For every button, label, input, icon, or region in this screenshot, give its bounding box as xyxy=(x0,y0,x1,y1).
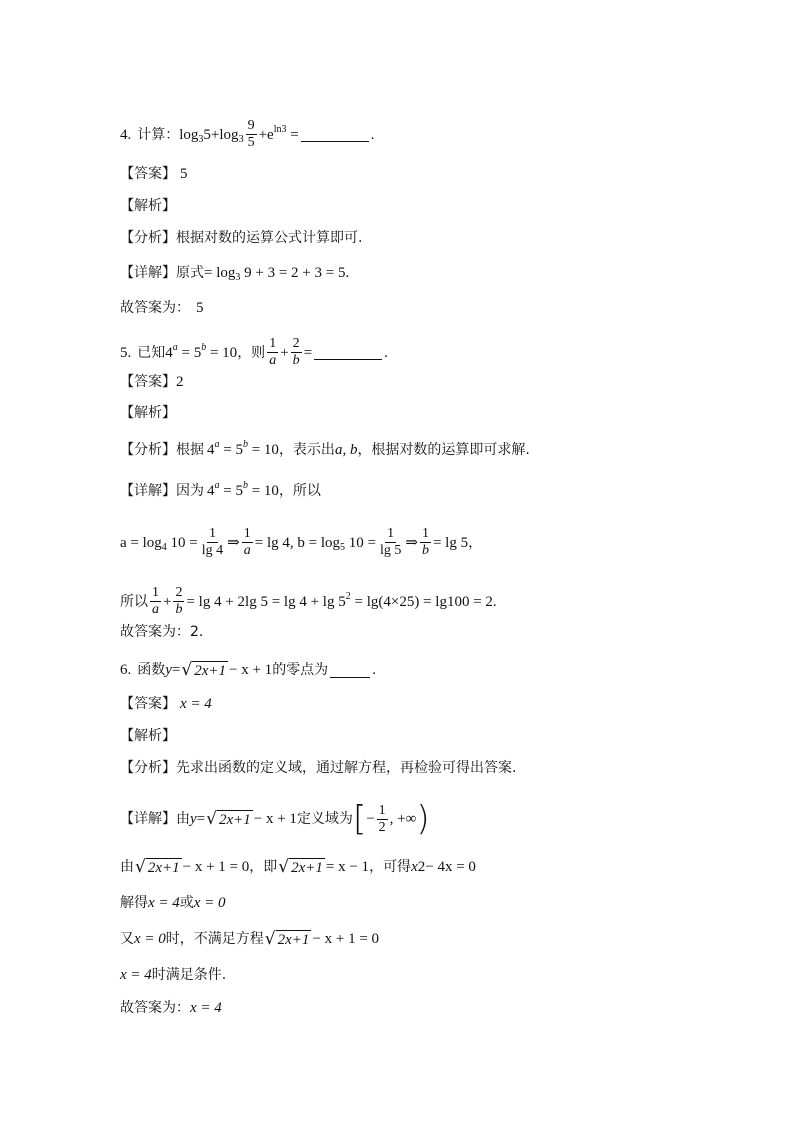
answer-value: 2 xyxy=(176,374,184,390)
math-expression: $+e^{ln3}$ = xyxy=(258,123,299,143)
fenxi-row: 【分析】 根据 $4^a = 5^b = 10$ ，表示出 a, b ，根据对数的运算即可求解. xyxy=(120,439,530,458)
final-answer-row: 故答案为： 5 xyxy=(120,300,204,316)
fenxi-row: 【分析】 先求出函数的定义域，通过解方程，再检验可得出答案. xyxy=(120,760,517,776)
question-number: 6. xyxy=(120,662,132,678)
square-root: √ 2x+1 xyxy=(181,659,227,680)
xiangjie-row: 【详解】 原式 = $\log_3 9 + 3 = 2 + 3 = 5$ . xyxy=(120,265,350,283)
analysis-tag: 【解析】 xyxy=(120,728,176,744)
answer-value: x = 4 xyxy=(180,696,212,712)
answer-blank xyxy=(314,345,382,360)
fraction: $\frac{1}{a}$ xyxy=(269,336,277,368)
fraction: $\frac{9}{5}$ xyxy=(247,118,255,150)
math-expression: $4^a = 5^b = 10$ xyxy=(165,341,238,361)
analysis-tag: 【解析】 xyxy=(120,198,176,214)
square-root: √ 2x+1 xyxy=(206,808,251,829)
math-expression: $\log_35+\log_3$ xyxy=(179,126,244,145)
analysis-tag: 【解析】 xyxy=(120,405,176,421)
answer-value: 5 xyxy=(180,166,188,182)
solution-step-3: 又 x = 0 时，不满足方程 √ 2x+1 − x + 1 = 0 xyxy=(120,928,380,949)
question-4: 4. 计算： $\log_35+\log_3$ $\frac{9}{5}$ $+e^{ln3}$ = . xyxy=(120,118,375,150)
fraction: $\frac{2}{b}$ xyxy=(292,336,300,368)
question-number: 5. xyxy=(120,344,132,361)
answer-row: 【答案】 x = 4 xyxy=(120,696,212,712)
solution-step-4: x = 4 时满足条件. xyxy=(120,967,227,983)
solution-step-1: 由 √ 2x+1 − x + 1 = 0 ，即 √ 2x+1 = x − 1 ，可得 x 2 − 4x = 0 xyxy=(120,856,476,877)
answer-blank xyxy=(330,663,370,678)
xiangjie-row: 【详解】 因为 $4^a = 5^b = 10$ ，所以 xyxy=(120,480,321,499)
derivation-line-2: 所以 $\frac{1}{a}$ + $\frac{2}{b}$ = lg 4 + 2lg $5 = \lg 4 + \lg 5^2 = \lg(4\times 25) = \lg 100 = 2$ . xyxy=(120,585,497,617)
question-label: 计算： xyxy=(137,126,180,143)
answer-tag: 【答案】 xyxy=(120,166,176,182)
answer-row xyxy=(120,164,188,184)
derivation-line-1: $a = \log_4 10$ = $\frac{1}{\lg 4}$ ⇒ $\frac{1}{a}$ = lg 4, $b = \log_5 10$ = $\frac{1}{\lg 5}$ ⇒ $\frac{1}{b}$ = lg 5 ， xyxy=(120,526,483,558)
answer-row: 【答案】 2 xyxy=(120,374,184,390)
solution-step-2: 解得 x = 4 或 x = 0 xyxy=(120,895,226,911)
answer-blank xyxy=(301,127,369,142)
question-5: 5. 已知 $4^a = 5^b = 10$ ，则 $\frac{1}{a}$ + $\frac{2}{b}$ = . xyxy=(120,336,388,368)
final-answer-row: 故答案为：2. xyxy=(120,624,204,640)
question-number: 4. xyxy=(120,126,132,143)
xiangjie-row: 【详解】 由 y = √ 2x+1 − x + 1 定义域为 [ − $\frac{1}{2}$ , +∞ ) xyxy=(120,799,430,839)
final-answer-row: 故答案为： x = 4 xyxy=(120,1000,222,1016)
question-6: 6. 函数 y = √ 2x+1 − x + 1 的零点为 . xyxy=(120,659,376,680)
fenxi-row: 【分析】 根据对数的运算公式计算即可. xyxy=(120,230,363,246)
